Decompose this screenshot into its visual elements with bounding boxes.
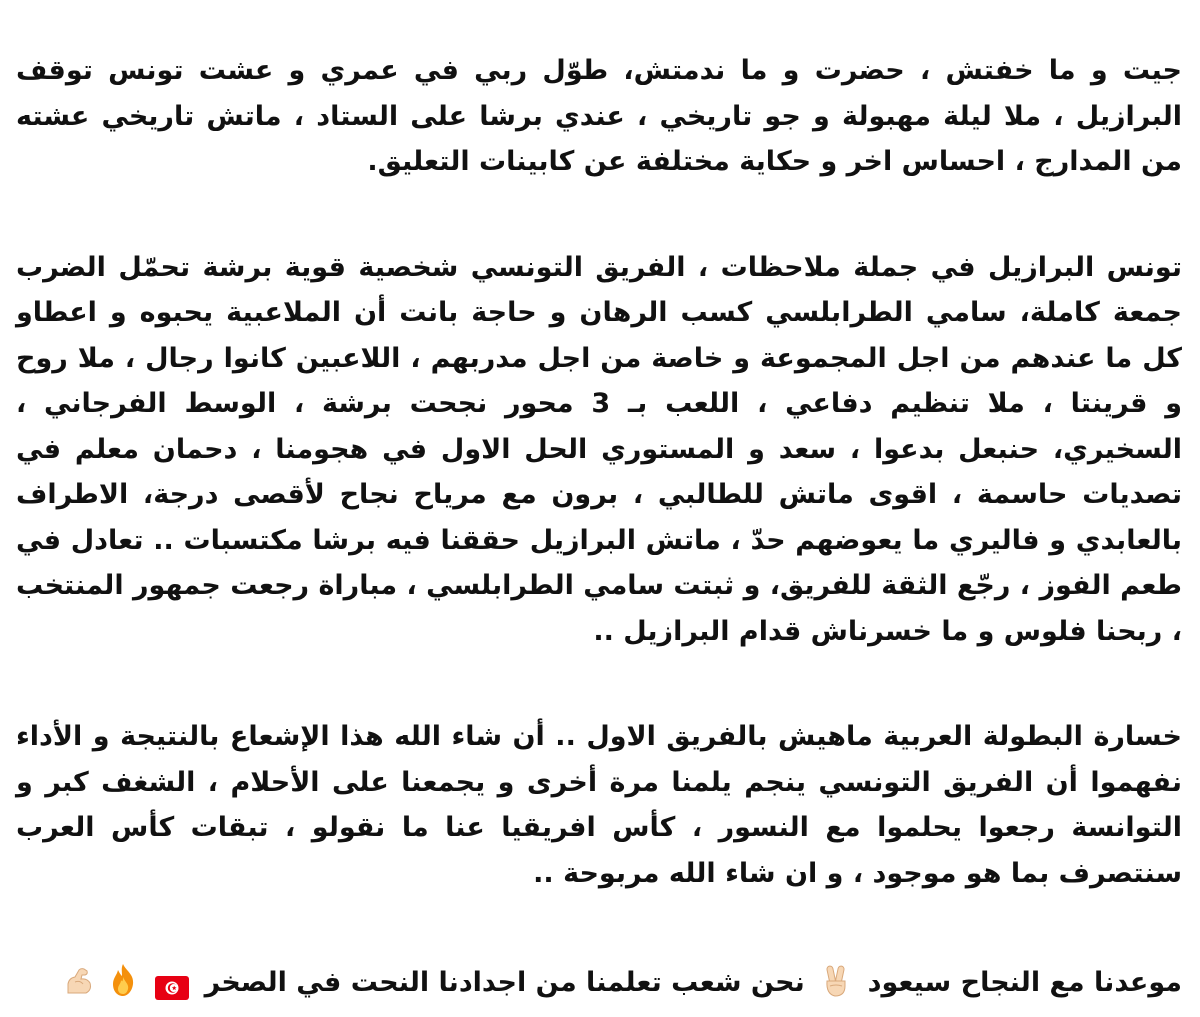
flexed-biceps-icon [64, 965, 94, 995]
fire-icon [110, 963, 136, 997]
closing-text-2: نحن شعب تعلمنا من اجدادنا النحت في الصخر [204, 967, 805, 998]
victory-hand-icon [822, 964, 850, 998]
paragraph-3: خسارة البطولة العربية ماهيش بالفريق الاول .. أن شاء الله هذا الإشعاع بالنتيجة و الأداء نفهموا أن الفريق التونسي ينجم يلمنا مرة أخرى و يجمعنا على الأحلام ، الشغف كبر و التوانسة رجعوا يحلموا مع النسور ، كأس افريقيا عنا ما نقولو ، تبقات كأس العرب سنتصرف بما هو موجود ، و ان شاء الله مربوحة .. [16, 721, 1182, 889]
closing-text-1: موعدنا مع النجاح سيعود [867, 967, 1182, 998]
paragraph-2: تونس البرازيل في جملة ملاحظات ، الفريق التونسي شخصية قوية برشة تحمّل الضرب جمعة كاملة، سامي الطرابلسي كسب الرهان و حاجة بانت أن الملاعبية يحبوه و اعطاو كل ما عندهم من اجل المجموعة و خاصة من اجل مدربهم ، اللاعبين كانوا رجال ، ملا روح و قرينتا ، ملا تنظيم دفاعي ، اللعب بـ 3 محور نجحت برشة ، الوسط الفرجاني ، السخيري، حنبعل بدعوا ، سعد و المستوري الحل الاول في هجومنا ، دحمان معلم في تصديات حاسمة ، اقوى ماتش للطالبي ، برون مع مرياح نجاح لأقصى درجة، الاطراف بالعابدي و فاليري ما يعوضهم حدّ ، ماتش البرازيل حققنا فيه برشا مكتسبات .. تعادل في طعم الفوز ، رجّع الثقة للفريق، و ثبتت سامي الطرابلسي ، مباراة رجعت جمهور المنتخب ، ربحنا فلوس و ما خسرناش قدام البرازيل .. [16, 251, 1182, 647]
closing-line [16, 960, 1182, 1006]
tunisia-flag-icon [155, 969, 189, 993]
post-text [16, 48, 1182, 1006]
emoji-group [62, 967, 195, 998]
paragraph-1: جيت و ما خفتش ، حضرت و ما ندمتش، طوّل ربي في عمري و عشت تونس توقف البرازيل ، ملا ليلة مهبولة و جو تاريخي ، عندي برشا على الستاد ، ماتش تاريخي عشته من المدارج ، احساس اخر و حكاية مختلفة عن كابينات التعليق. [16, 55, 1182, 177]
